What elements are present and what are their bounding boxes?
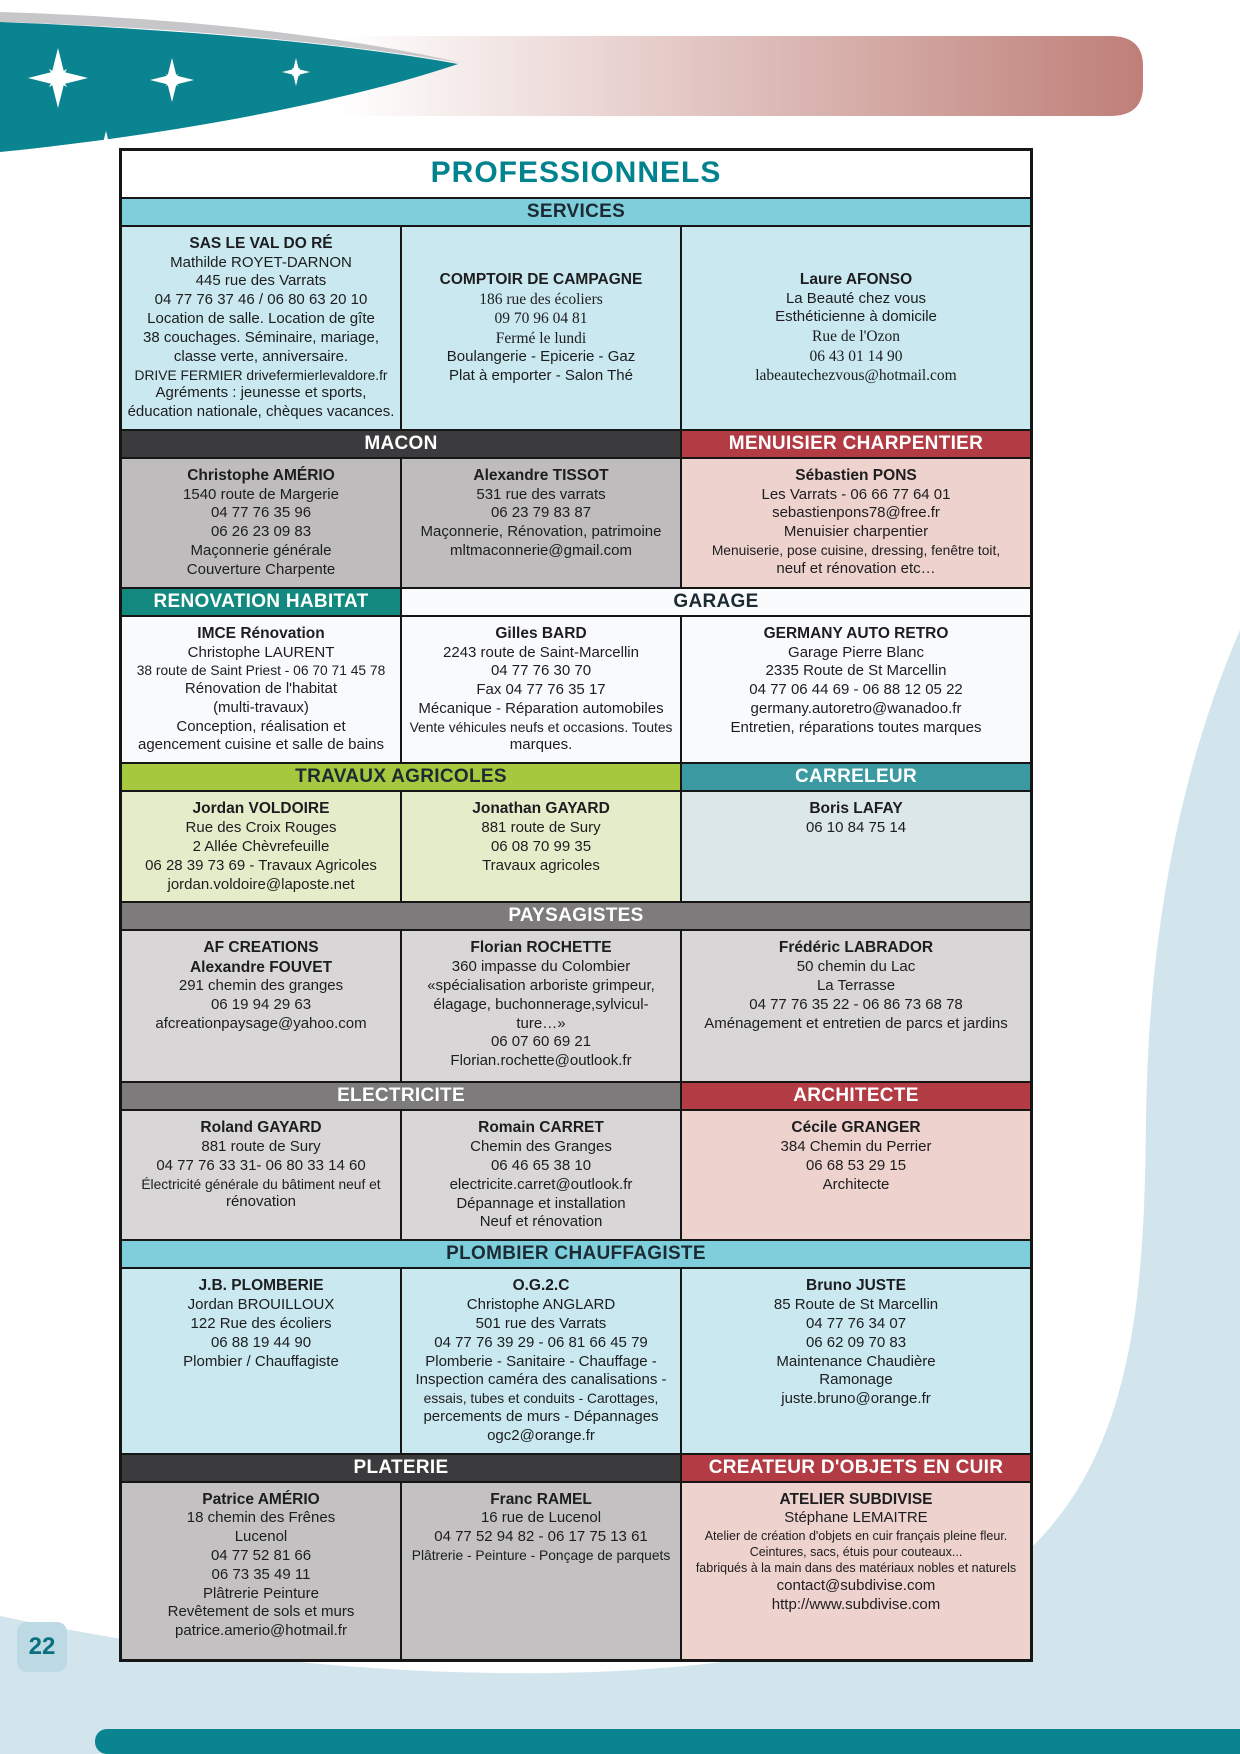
listing-line: Alexandre FOUVET — [189, 958, 333, 976]
listing-line: ogc2@orange.fr — [487, 1426, 595, 1444]
listing-line: Fermé le lundi — [495, 329, 587, 347]
page-title: PROFESSIONNELS — [122, 151, 1030, 197]
listing-line: Maçonnerie générale — [190, 542, 332, 560]
listing-line: 1540 route de Margerie — [183, 485, 339, 503]
listing-line: 06 23 79 83 87 — [490, 504, 592, 522]
listing-line: sebastienpons78@free.fr — [772, 504, 940, 522]
listing-line: Romain CARRET — [478, 1119, 604, 1137]
listing-line: J.B. PLOMBERIE — [198, 1277, 324, 1295]
listing-line: Jordan VOLDOIRE — [192, 800, 330, 818]
listing-line: Menuisier charpentier — [783, 523, 929, 541]
listing-line: 360 impasse du Colombier — [451, 957, 631, 975]
listing-line: Frédéric LABRADOR — [778, 939, 934, 957]
listing-line: fabriqués à la main dans des matériaux nobles et naturels — [695, 1561, 1017, 1576]
listing-line: Neuf et rénovation — [479, 1213, 603, 1231]
listing-line: Architecte — [822, 1175, 890, 1193]
listing-line: labeautechezvous@hotmail.com — [755, 367, 957, 385]
listing-line: Garage Pierre Blanc — [788, 643, 924, 661]
listing-line: 85 Route de St Marcellin — [773, 1295, 939, 1313]
listing-line: Rue de l'Ozon — [811, 328, 901, 346]
section-header-travaux-agricoles: TRAVAUX AGRICOLES — [122, 764, 680, 790]
listing-line: La Beauté chez vous — [785, 289, 927, 307]
section-header-macon: MACON — [122, 431, 680, 457]
listing-cell-jonathan-gayard — [402, 792, 680, 901]
listing-line: Dépannage et installation — [456, 1194, 626, 1212]
listing-line: Inspection caméra des canalisations - — [415, 1371, 667, 1389]
section-header-carreleur: CARRELEUR — [682, 764, 1030, 790]
listing-cell-frederic-labrador — [682, 931, 1030, 1081]
listing-line: afcreationpaysage@yahoo.com — [155, 1015, 367, 1033]
listing-line: éducation nationale, chèques vacances. — [127, 403, 395, 421]
listing-line: Florian ROCHETTE — [470, 939, 612, 957]
listing-line: Florian.rochette@outlook.fr — [450, 1052, 632, 1070]
listing-cell-comptoir-de-campagne — [402, 227, 680, 429]
listing-line: 04 77 76 30 70 — [490, 662, 592, 680]
listing-line: juste.bruno@orange.fr — [781, 1390, 931, 1408]
listing-line: Bruno JUSTE — [806, 1277, 906, 1295]
listing-line: 06 19 94 29 63 — [210, 996, 312, 1014]
listing-line: 2 Allée Chèvrefeuille — [192, 837, 330, 855]
listing-line: Revêtement de sols et murs — [167, 1603, 355, 1621]
listing-line: 881 route de Sury — [201, 1137, 321, 1155]
section-header-paysagistes: PAYSAGISTES — [122, 903, 1030, 929]
listing-line: Christophe ANGLARD — [466, 1295, 616, 1313]
listing-line: classe verte, anniversaire. — [173, 347, 349, 365]
listing-line: (multi-travaux) — [213, 698, 309, 716]
listing-line: Jordan BROUILLOUX — [187, 1295, 335, 1313]
listing-line: 04 77 76 34 07 — [805, 1314, 907, 1332]
listing-cell-germany-auto-retro — [682, 617, 1030, 762]
listing-line: Les Varrats - 06 66 77 64 01 — [761, 485, 951, 503]
listing-line: élagage, buchonnerage,sylvicul- — [433, 995, 649, 1013]
listing-line: 445 rue des Varrats — [195, 272, 327, 290]
listing-line: electricite.carret@outlook.fr — [449, 1175, 633, 1193]
listing-cell-cecile-granger — [682, 1111, 1030, 1239]
listing-line: 291 chemin des granges — [178, 977, 344, 995]
listing-line: DRIVE FERMIER drivefermierlevaldore.fr — [134, 367, 388, 383]
listing-line: Roland GAYARD — [200, 1119, 322, 1137]
listing-line: Plomberie - Sanitaire - Chauffage - — [425, 1352, 657, 1370]
section-header-platerie: PLATERIE — [122, 1455, 680, 1481]
listing-line: 04 77 76 35 96 — [210, 504, 312, 522]
listing-line: GERMANY AUTO RETRO — [763, 624, 949, 642]
listing-line: Agréments : jeunesse et sports, — [155, 384, 367, 402]
listing-line: Vente véhicules neufs et occasions. Toutes — [409, 720, 673, 736]
listing-cell-boris-lafay — [682, 792, 1030, 901]
listing-cell-imce-renovation — [122, 617, 400, 762]
listing-cell-franc-ramel — [402, 1483, 680, 1659]
listing-line: Patrice AMÉRIO — [202, 1490, 320, 1508]
section-header-menuisier-charpentier: MENUISIER CHARPENTIER — [682, 431, 1030, 457]
listing-line: Rue des Croix Rouges — [185, 818, 337, 836]
listing-line: Chemin des Granges — [470, 1137, 612, 1155]
listing-line: 881 route de Sury — [481, 818, 601, 836]
listing-line: 501 rue des Varrats — [475, 1314, 607, 1332]
listing-cell-christophe-amerio — [122, 459, 400, 587]
listing-line: 04 77 06 44 69 - 06 88 12 05 22 — [749, 681, 963, 699]
listing-line: Esthéticienne à domicile — [775, 308, 937, 326]
listing-cell-roland-gayard — [122, 1111, 400, 1239]
listing-line: Menuiserie, pose cuisine, dressing, fenêtre toit, — [711, 543, 1001, 559]
listing-line: 04 77 52 81 66 — [210, 1546, 312, 1564]
listing-cell-jordan-voldoire — [122, 792, 400, 901]
listing-line: neuf et rénovation etc… — [776, 559, 936, 577]
listing-line: Électricité générale du bâtiment neuf et — [141, 1176, 381, 1192]
listing-cell-af-creations — [122, 931, 400, 1081]
listing-line: Jonathan GAYARD — [472, 800, 610, 818]
listing-line: Rénovation de l'habitat — [184, 679, 338, 697]
listing-line: Travaux agricoles — [482, 856, 600, 874]
section-header-renovation-habitat: RENOVATION HABITAT — [122, 589, 400, 615]
listing-cell-alexandre-tissot — [402, 459, 680, 587]
listing-line: SAS LE VAL DO RÉ — [189, 235, 333, 252]
listing-line: Maintenance Chaudière — [776, 1352, 936, 1370]
listing-cell-atelier-subdivise — [682, 1483, 1030, 1659]
listing-line: 06 28 39 73 69 - Travaux Agricoles — [145, 856, 377, 874]
listing-line: 2335 Route de St Marcellin — [765, 662, 947, 680]
listing-line: Laure AFONSO — [799, 271, 913, 289]
listing-line: patrice.amerio@hotmail.fr — [175, 1622, 347, 1640]
listing-line: mltmaconnerie@gmail.com — [450, 542, 632, 560]
listing-cell-laure-afonso — [682, 227, 1030, 429]
listing-line: ATELIER SUBDIVISE — [779, 1490, 933, 1508]
listing-line: percements de murs - Dépannages — [423, 1407, 659, 1425]
listing-line: 04 77 76 35 22 - 06 86 73 68 78 — [749, 995, 963, 1013]
listing-line: agencement cuisine et salle de bains — [138, 736, 384, 754]
listing-line: Plâtrerie - Peinture - Ponçage de parquets — [411, 1547, 671, 1563]
listing-line: Maçonnerie, Rénovation, patrimoine — [420, 523, 662, 541]
listing-line: Boris LAFAY — [809, 800, 903, 818]
listing-line: 122 Rue des écoliers — [190, 1314, 332, 1332]
listing-line: Plâtrerie Peinture — [203, 1584, 319, 1602]
listing-line: 06 07 60 69 21 — [490, 1033, 592, 1051]
listing-line: 384 Chemin du Perrier — [780, 1137, 932, 1155]
listing-line: ture…» — [516, 1014, 566, 1032]
listing-line: 50 chemin du Lac — [796, 957, 916, 975]
listing-line: Gilles BARD — [495, 624, 587, 642]
listing-cell-o-g-2-c — [402, 1269, 680, 1452]
listing-line: Sébastien PONS — [795, 467, 917, 485]
section-header-services: SERVICES — [122, 199, 1030, 225]
listing-line: Christophe LAURENT — [187, 643, 335, 661]
listing-line: Conception, réalisation et — [176, 717, 346, 735]
listing-line: Plombier / Chauffagiste — [183, 1352, 339, 1370]
listing-line: Atelier de création d'objets en cuir français pleine fleur. — [704, 1528, 1008, 1543]
listing-line: O.G.2.C — [512, 1277, 570, 1295]
listing-line: 06 46 65 38 10 — [490, 1156, 592, 1174]
listing-line: COMPTOIR DE CAMPAGNE — [439, 271, 643, 289]
listing-line: 06 08 70 99 35 — [490, 837, 592, 855]
section-header-plombier-chauffagiste: PLOMBIER CHAUFFAGISTE — [122, 1241, 1030, 1267]
listing-line: 2243 route de Saint-Marcellin — [443, 643, 639, 661]
listing-line: Mathilde ROYET-DARNON — [170, 253, 352, 271]
listing-line: La Terrasse — [816, 976, 896, 994]
listing-line: 186 rue des écoliers — [479, 290, 603, 308]
bottom-teal-bar — [95, 1729, 1240, 1754]
listing-line: Lucenol — [234, 1527, 288, 1545]
listing-cell-sas-le-val-do-re — [122, 227, 400, 429]
listing-line: 38 couchages. Séminaire, mariage, — [143, 329, 379, 347]
section-header-architecte: ARCHITECTE — [682, 1083, 1030, 1109]
listing-line: Ramonage — [819, 1371, 893, 1389]
listing-line: 04 77 76 39 29 - 06 81 66 45 79 — [434, 1333, 648, 1351]
listing-line: 06 73 35 49 11 — [211, 1565, 311, 1583]
listing-line: Christophe AMÉRIO — [187, 467, 335, 485]
listing-line: 04 77 52 94 82 - 06 17 75 13 61 — [434, 1527, 648, 1545]
listing-line: «spécialisation arboriste grimpeur, — [427, 976, 655, 994]
listing-line: 06 68 53 29 15 — [805, 1156, 907, 1174]
listing-line: Couverture Charpente — [186, 561, 336, 579]
listing-line: 06 26 23 09 83 — [210, 523, 312, 541]
listing-line: Cécile GRANGER — [791, 1119, 921, 1137]
listing-line: http://www.subdivise.com — [771, 1595, 941, 1613]
listing-cell-florian-rochette — [402, 931, 680, 1081]
section-header-electricite: ELECTRICITE — [122, 1083, 680, 1109]
page-number-badge: 22 — [17, 1622, 67, 1672]
listing-line: 16 rue de Lucenol — [480, 1509, 602, 1527]
listing-cell-patrice-amerio — [122, 1483, 400, 1659]
listing-line: Plat à emporter - Salon Thé — [449, 367, 633, 385]
listing-line: IMCE Rénovation — [197, 624, 325, 642]
listing-line: 06 62 09 70 83 — [805, 1333, 907, 1351]
listing-cell-j-b-plomberie — [122, 1269, 400, 1452]
listing-line: essais, tubes et conduits - Carottages, — [423, 1391, 659, 1407]
listing-line: rénovation — [225, 1193, 297, 1211]
listing-line: Mécanique - Réparation automobiles — [418, 700, 664, 718]
listing-line: Location de salle. Location de gîte — [147, 310, 375, 328]
listing-line: 06 88 19 44 90 — [210, 1333, 312, 1351]
listing-line: 06 10 84 75 14 — [805, 818, 907, 836]
listing-line: 06 43 01 14 90 — [809, 347, 903, 365]
listing-line: Franc RAMEL — [490, 1490, 592, 1508]
listing-line: contact@subdivise.com — [776, 1576, 936, 1594]
listing-line: 38 route de Saint Priest - 06 70 71 45 78 — [136, 663, 386, 679]
section-header-garage: GARAGE — [402, 589, 1030, 615]
top-pink-band — [340, 36, 1143, 116]
listing-line: marques. — [509, 736, 573, 754]
listing-cell-gilles-bard — [402, 617, 680, 762]
listing-line: AF CREATIONS — [203, 939, 319, 957]
listing-line: 09 70 96 04 81 — [494, 310, 588, 328]
listing-line: 04 77 76 37 46 / 06 80 63 20 10 — [154, 291, 368, 309]
listing-line: 531 rue des varrats — [476, 485, 606, 503]
listing-line: 04 77 76 33 31- 06 80 33 14 60 — [156, 1156, 366, 1174]
listing-line: Entretien, réparations toutes marques — [730, 719, 982, 737]
listing-line: Fax 04 77 76 35 17 — [476, 681, 606, 699]
listing-cell-romain-carret — [402, 1111, 680, 1239]
listing-line: Alexandre TISSOT — [473, 467, 609, 485]
listing-line: jordan.voldoire@laposte.net — [167, 875, 355, 893]
listing-line: 18 chemin des Frênes — [186, 1509, 336, 1527]
listing-cell-sebastien-pons — [682, 459, 1030, 587]
listing-line: Boulangerie - Epicerie - Gaz — [446, 348, 636, 366]
professionnels-table — [119, 148, 1033, 1662]
listing-line: Stéphane LEMAITRE — [784, 1509, 928, 1527]
section-header-createur-d-objets-en-cuir: CREATEUR D'OBJETS EN CUIR — [682, 1455, 1030, 1481]
listing-line: germany.autoretro@wanadoo.fr — [750, 700, 962, 718]
listing-line: Ceintures, sacs, étuis pour couteaux... — [749, 1545, 963, 1560]
listing-line: Aménagement et entretien de parcs et jardins — [704, 1014, 1008, 1032]
listing-cell-bruno-juste — [682, 1269, 1030, 1452]
